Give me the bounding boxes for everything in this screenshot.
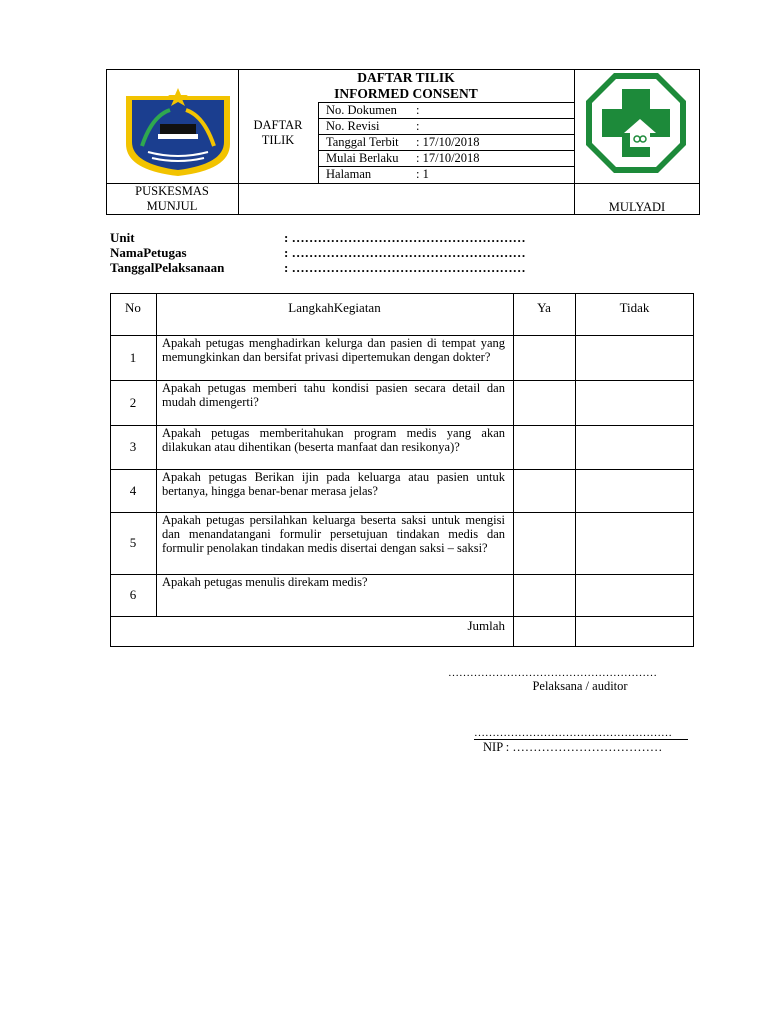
row-activity-text: Apakah petugas memberi tahu kondisi pasien secara detail dan mudah dimengerti? [162, 381, 505, 409]
document-title: DAFTAR TILIK [357, 70, 455, 85]
row-number: 3 [129, 439, 137, 454]
document-subtitle: INFORMED CONSENT [334, 86, 478, 101]
regional-emblem-logo [122, 86, 236, 178]
info-value: : ……………………………………………… [284, 260, 526, 275]
document-type: DAFTAR TILIK [253, 118, 303, 147]
puskesmas-logo [584, 71, 688, 175]
signature-dots: ………………………………………………… [448, 667, 657, 679]
field-label: No. Dokumen [326, 103, 397, 117]
nip-line: NIP : ……………………………… [483, 740, 663, 754]
field-value: : 17/10/2018 [416, 135, 480, 149]
row-activity-text: Apakah petugas memberitahukan program medis yang akan dilakukan atau dihentikan (beserta manfaat dan resikonya)? [162, 426, 505, 454]
info-label: TanggalPelaksanaan [110, 260, 225, 275]
total-label: Jumlah [467, 618, 505, 633]
organization-name: PUSKESMAS MUNJUL [135, 184, 209, 213]
header-tidak: Tidak [619, 300, 650, 315]
field-value: : [416, 119, 420, 133]
info-label: Unit [110, 230, 135, 245]
field-label: Tanggal Terbit [326, 135, 399, 149]
field-value: : 17/10/2018 [416, 151, 480, 165]
row-number: 6 [129, 587, 137, 602]
signature-role: Pelaksana / auditor [532, 679, 628, 693]
row-number: 5 [129, 535, 137, 550]
signature-name-line: ……………………………………………… [474, 727, 688, 740]
row-activity-text: Apakah petugas Berikan ijin pada keluarga atau pasien untuk bertanya, hingga benar-benar merasa jelas? [162, 470, 505, 498]
info-label: NamaPetugas [110, 245, 187, 260]
row-activity-text: Apakah petugas menghadirkan kelurga dan pasien di tempat yang memungkinkan dan bersifat privasi dipertemukan dengan dokter? [162, 336, 505, 364]
signer-name: MULYADI [608, 200, 666, 214]
row-activity-text: Apakah petugas persilahkan keluarga beserta saksi untuk mengisi dan menandatangani formulir persetujuan tindakan medis dan formulir penolakan tindakan medis disertai dengan saksi – saksi? [162, 513, 505, 555]
info-value: : ……………………………………………… [284, 245, 526, 260]
header-langkah-kegiatan: LangkahKegiatan [288, 300, 381, 315]
row-number: 2 [129, 394, 137, 410]
field-value: : [416, 103, 420, 117]
field-value: : 1 [416, 167, 429, 181]
row-number: 1 [129, 349, 137, 365]
field-label: Halaman [326, 167, 372, 181]
header-ya: Ya [537, 300, 551, 315]
info-value: : ……………………………………………… [284, 230, 526, 245]
row-activity-text: Apakah petugas menulis direkam medis? [162, 575, 368, 589]
field-label: No. Revisi [326, 119, 380, 133]
field-label: Mulai Berlaku [326, 151, 399, 165]
header-no: No [125, 300, 141, 315]
row-number: 4 [129, 482, 137, 498]
